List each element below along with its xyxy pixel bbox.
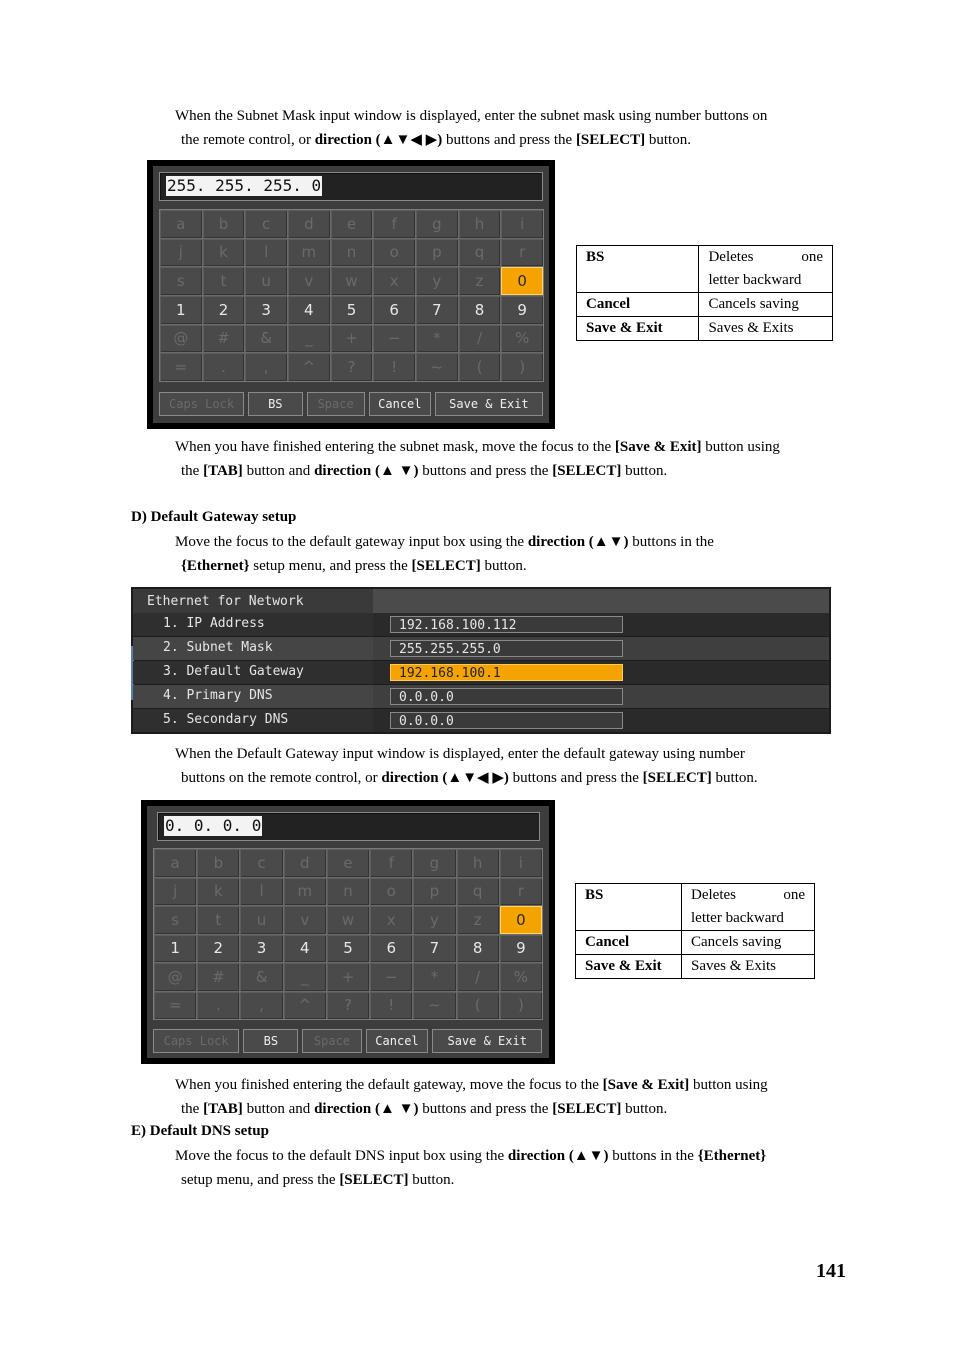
- info-desc: Saves & Exits: [699, 317, 833, 341]
- ethernet-row[interactable]: [133, 685, 829, 708]
- key-?[interactable]: ?: [331, 353, 373, 381]
- input-value: 0. 0. 0. 0: [165, 816, 262, 835]
- page-number: 141: [816, 1260, 846, 1282]
- key-*[interactable]: *: [413, 963, 455, 991]
- key-c[interactable]: c: [245, 210, 287, 238]
- cancel-button[interactable]: Cancel: [369, 392, 431, 416]
- paragraph-gateway-finish: When you finished entering the default gateway, move the focus to the [Save & Exit] button using the [TAB] button and direction (▲ ▼) buttons and press the [SELECT] button.: [175, 1077, 768, 1117]
- key-info-table-2: [575, 883, 815, 979]
- key-9[interactable]: 9: [501, 296, 543, 324]
- key-n[interactable]: n: [327, 878, 369, 906]
- key-,[interactable]: ,: [240, 992, 282, 1020]
- key-v[interactable]: v: [284, 906, 326, 934]
- key-f[interactable]: f: [373, 210, 415, 238]
- key-l[interactable]: l: [240, 878, 282, 906]
- keyboard-button-row: [153, 1029, 541, 1053]
- key-^[interactable]: ^: [288, 353, 330, 381]
- key-_[interactable]: _: [288, 325, 330, 353]
- key-u[interactable]: u: [245, 267, 287, 295]
- key-%[interactable]: %: [501, 325, 543, 353]
- ethernet-row[interactable]: [133, 613, 829, 636]
- key-a[interactable]: a: [154, 849, 196, 877]
- key-0[interactable]: 0: [501, 267, 543, 295]
- key-z[interactable]: z: [459, 267, 501, 295]
- ethernet-row-value[interactable]: 0.0.0.0: [390, 688, 623, 705]
- key-7[interactable]: 7: [413, 935, 455, 963]
- info-desc: Saves & Exits: [682, 955, 815, 979]
- space-button[interactable]: Space: [307, 392, 365, 416]
- ethernet-row[interactable]: [133, 661, 829, 684]
- key-3[interactable]: 3: [245, 296, 287, 324]
- key-4[interactable]: 4: [284, 935, 326, 963]
- key-a[interactable]: a: [160, 210, 202, 238]
- key-x[interactable]: x: [370, 906, 412, 934]
- key-o[interactable]: o: [373, 239, 415, 267]
- key-8[interactable]: 8: [457, 935, 499, 963]
- key-g[interactable]: g: [413, 849, 455, 877]
- key-/[interactable]: /: [457, 963, 499, 991]
- key-w[interactable]: w: [331, 267, 373, 295]
- key-,[interactable]: ,: [245, 353, 287, 381]
- key-6[interactable]: 6: [370, 935, 412, 963]
- key-j[interactable]: j: [160, 239, 202, 267]
- ethernet-row[interactable]: [133, 637, 829, 660]
- key-−[interactable]: −: [370, 963, 412, 991]
- key-?[interactable]: ?: [327, 992, 369, 1020]
- ethernet-row-value[interactable]: 192.168.100.1: [390, 664, 623, 681]
- key-)[interactable]: ): [500, 992, 542, 1020]
- info-key: BS: [576, 884, 682, 931]
- key-t[interactable]: t: [197, 906, 239, 934]
- key-@[interactable]: @: [154, 963, 196, 991]
- gateway-keyboard-dialog: [141, 800, 555, 1064]
- key-@[interactable]: @: [160, 325, 202, 353]
- key-−[interactable]: −: [373, 325, 415, 353]
- paragraph-gateway-intro: When the Default Gateway input window is displayed, enter the default gateway using number buttons on the remote control, or direction (▲▼◀ ▶) buttons and press the [SELECT] button.: [175, 746, 758, 786]
- key-~[interactable]: ~: [416, 353, 458, 381]
- key-([interactable]: (: [459, 353, 501, 381]
- key-^[interactable]: ^: [284, 992, 326, 1020]
- bs-button[interactable]: BS: [248, 392, 302, 416]
- ethernet-row-label: 2. Subnet Mask: [163, 640, 273, 655]
- key-t[interactable]: t: [203, 267, 245, 295]
- key-k[interactable]: k: [203, 239, 245, 267]
- key-b[interactable]: b: [197, 849, 239, 877]
- menu-title: Ethernet for Network: [147, 594, 304, 609]
- key-d[interactable]: d: [288, 210, 330, 238]
- info-desc: Deletes one letter backward: [682, 884, 815, 931]
- key-#[interactable]: #: [197, 963, 239, 991]
- key-y[interactable]: y: [416, 267, 458, 295]
- ethernet-row-label: 5. Secondary DNS: [163, 712, 289, 727]
- key-h[interactable]: h: [457, 849, 499, 877]
- key-#[interactable]: #: [203, 325, 245, 353]
- key-q[interactable]: q: [459, 239, 501, 267]
- keyboard-button-row: [159, 392, 542, 416]
- key-u[interactable]: u: [240, 906, 282, 934]
- key-=[interactable]: =: [160, 353, 202, 381]
- input-value: 255. 255. 255. 0: [167, 176, 322, 195]
- key-1[interactable]: 1: [160, 296, 202, 324]
- key-0[interactable]: 0: [500, 906, 542, 934]
- key-5[interactable]: 5: [331, 296, 373, 324]
- key-![interactable]: !: [373, 353, 415, 381]
- key-+[interactable]: +: [327, 963, 369, 991]
- key-_[interactable]: _: [284, 963, 326, 991]
- key-=[interactable]: =: [154, 992, 196, 1020]
- key-z[interactable]: z: [457, 906, 499, 934]
- paragraph-subnet-finish: When you have finished entering the subnet mask, move the focus to the [Save & Exit] button using the [TAB] button and direction (▲ ▼) buttons and press the [SELECT] button.: [175, 439, 780, 479]
- info-key: Cancel: [576, 931, 682, 955]
- info-desc: Cancels saving: [699, 293, 833, 317]
- ethernet-row-value[interactable]: 0.0.0.0: [390, 712, 623, 729]
- ethernet-row-label: 4. Primary DNS: [163, 688, 273, 703]
- key-g[interactable]: g: [416, 210, 458, 238]
- key-4[interactable]: 4: [288, 296, 330, 324]
- paragraph-dns-focus: Move the focus to the default DNS input box using the direction (▲▼) buttons in the {Ethernet} setup menu, and press the [SELECT] button.: [175, 1148, 767, 1188]
- key-c[interactable]: c: [240, 849, 282, 877]
- info-key: Save & Exit: [576, 955, 682, 979]
- caps-lock-button[interactable]: Caps Lock: [159, 392, 244, 416]
- key-.[interactable]: .: [203, 353, 245, 381]
- section-heading-e: E) Default DNS setup: [131, 1123, 269, 1139]
- key-x[interactable]: x: [373, 267, 415, 295]
- info-desc: Cancels saving: [682, 931, 815, 955]
- key-1[interactable]: 1: [154, 935, 196, 963]
- key-*[interactable]: *: [416, 325, 458, 353]
- key-~[interactable]: ~: [413, 992, 455, 1020]
- key-5[interactable]: 5: [327, 935, 369, 963]
- key-f[interactable]: f: [370, 849, 412, 877]
- ethernet-row-label: 3. Default Gateway: [163, 664, 304, 679]
- key-k[interactable]: k: [197, 878, 239, 906]
- key-.[interactable]: .: [197, 992, 239, 1020]
- ethernet-row-value[interactable]: 192.168.100.112: [390, 616, 623, 633]
- info-key: BS: [577, 246, 699, 293]
- input-display[interactable]: [159, 172, 543, 201]
- key-2[interactable]: 2: [197, 935, 239, 963]
- ethernet-row-value[interactable]: 255.255.255.0: [390, 640, 623, 657]
- key-m[interactable]: m: [288, 239, 330, 267]
- paragraph-subnet-intro: When the Subnet Mask input window is displayed, enter the subnet mask using number buttons on the remote control, or direction (▲▼◀ ▶) buttons and press the [SELECT] button.: [175, 108, 768, 148]
- key-&[interactable]: &: [245, 325, 287, 353]
- key-o[interactable]: o: [370, 878, 412, 906]
- key-8[interactable]: 8: [459, 296, 501, 324]
- space-button[interactable]: Space: [302, 1029, 361, 1053]
- key-p[interactable]: p: [413, 878, 455, 906]
- info-key: Cancel: [577, 293, 699, 317]
- key-([interactable]: (: [457, 992, 499, 1020]
- key-3[interactable]: 3: [240, 935, 282, 963]
- info-desc: Deletes one letter backward: [699, 246, 833, 293]
- paragraph-gateway-focus: Move the focus to the default gateway input box using the direction (▲▼) buttons in the {Ethernet} setup menu, and press the [SELECT] button.: [175, 534, 714, 574]
- key-q[interactable]: q: [457, 878, 499, 906]
- section-heading-d: D) Default Gateway setup: [131, 509, 297, 525]
- key-9[interactable]: 9: [500, 935, 542, 963]
- key-v[interactable]: v: [288, 267, 330, 295]
- key-i[interactable]: i: [500, 849, 542, 877]
- save-exit-button[interactable]: Save & Exit: [432, 1029, 542, 1053]
- caps-lock-button[interactable]: Caps Lock: [153, 1029, 239, 1053]
- key-)[interactable]: ): [501, 353, 543, 381]
- key-d[interactable]: d: [284, 849, 326, 877]
- ethernet-menu: [131, 587, 831, 734]
- key-e[interactable]: e: [327, 849, 369, 877]
- key-![interactable]: !: [370, 992, 412, 1020]
- key-l[interactable]: l: [245, 239, 287, 267]
- key-p[interactable]: p: [416, 239, 458, 267]
- key-6[interactable]: 6: [373, 296, 415, 324]
- key-m[interactable]: m: [284, 878, 326, 906]
- subnet-mask-keyboard-dialog: [147, 160, 555, 429]
- key-7[interactable]: 7: [416, 296, 458, 324]
- key-b[interactable]: b: [203, 210, 245, 238]
- key-j[interactable]: j: [154, 878, 196, 906]
- info-key: Save & Exit: [577, 317, 699, 341]
- key-s[interactable]: s: [154, 906, 196, 934]
- ethernet-row-label: 1. IP Address: [163, 616, 265, 631]
- bs-button[interactable]: BS: [243, 1029, 298, 1053]
- save-exit-button[interactable]: Save & Exit: [435, 392, 543, 416]
- key-/[interactable]: /: [459, 325, 501, 353]
- input-display[interactable]: [157, 812, 540, 841]
- key-i[interactable]: i: [501, 210, 543, 238]
- character-grid: [153, 848, 543, 1020]
- key-h[interactable]: h: [459, 210, 501, 238]
- ethernet-row[interactable]: [133, 709, 829, 732]
- key-%[interactable]: %: [500, 963, 542, 991]
- key-r[interactable]: r: [500, 878, 542, 906]
- character-grid: [159, 209, 544, 382]
- key-info-table-1: [576, 245, 833, 341]
- key-s[interactable]: s: [160, 267, 202, 295]
- key-2[interactable]: 2: [203, 296, 245, 324]
- key-n[interactable]: n: [331, 239, 373, 267]
- cancel-button[interactable]: Cancel: [366, 1029, 429, 1053]
- key-r[interactable]: r: [501, 239, 543, 267]
- key-+[interactable]: +: [331, 325, 373, 353]
- key-y[interactable]: y: [413, 906, 455, 934]
- key-&[interactable]: &: [240, 963, 282, 991]
- key-w[interactable]: w: [327, 906, 369, 934]
- key-e[interactable]: e: [331, 210, 373, 238]
